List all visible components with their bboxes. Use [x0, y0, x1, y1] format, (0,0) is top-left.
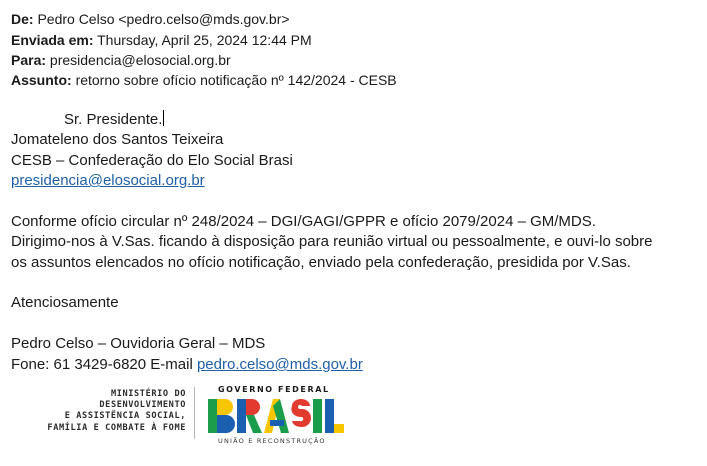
greeting[interactable] — [64, 110, 164, 130]
subject-line — [11, 70, 397, 90]
brasil-letter-b — [208, 399, 235, 433]
gov-federal-text: GOVERNO FEDERAL — [218, 385, 330, 394]
ministry-line-2: DESENVOLVIMENTO — [99, 400, 186, 411]
signature-email-link[interactable]: pedro.celso@mds.gov.br — [196, 356, 363, 373]
paragraph-line-3: os assuntos elencados no ofício notificação, enviado pela confederação, presidida por V.Sas. — [11, 254, 631, 271]
signature-contact — [11, 355, 363, 375]
signature-name: Pedro Celso – Ouvidoria Geral – MDS — [11, 335, 266, 352]
paragraph-line-2: Dirigimo-nos à V.Sas. ficando à disposição para reunião virtual ou pessoalmente, e ouvi-lo sobre — [11, 233, 653, 250]
brasil-logo — [206, 396, 346, 436]
brasil-letter-i — [313, 399, 322, 433]
sent-label: Enviada em: — [11, 32, 94, 48]
ministry-logo-text — [14, 389, 186, 434]
closing: Atenciosamente — [11, 294, 119, 311]
to-line — [11, 50, 231, 70]
from-value: Pedro Celso <pedro.celso@mds.gov.br> — [37, 11, 290, 27]
sent-line — [11, 30, 312, 50]
uniao-reconstrucao-text: UNIÃO E RECONSTRUÇÃO — [218, 437, 326, 445]
recipient-name: Jomateleno dos Santos Teixeira — [11, 131, 224, 148]
to-label: Para: — [11, 52, 47, 68]
brasil-letter-a — [264, 399, 289, 433]
ministry-line-1: MINISTÉRIO DO — [110, 389, 186, 399]
from-line — [11, 9, 290, 29]
greeting-text: Sr. Presidente. — [64, 111, 163, 128]
recipient-email-link[interactable]: presidencia@elosocial.org.br — [11, 172, 205, 189]
to-value: presidencia@elosocial.org.br — [49, 52, 231, 68]
ministry-line-4: FAMÍLIA E COMBATE À FOME — [47, 422, 186, 433]
ministry-line-3: E ASSISTÊNCIA SOCIAL, — [64, 411, 186, 422]
brasil-letter-r — [237, 399, 262, 433]
recipient-org: CESB – Confederação do Elo Social Brasi — [11, 152, 293, 169]
text-cursor — [163, 110, 164, 126]
subject-value: retorno sobre ofício notificação nº 142/2024 - CESB — [75, 72, 397, 88]
subject-label: Assunto: — [11, 72, 72, 88]
from-label: De: — [11, 11, 34, 27]
sent-value: Thursday, April 25, 2024 12:44 PM — [97, 32, 312, 48]
paragraph-line-1: Conforme ofício circular nº 248/2024 – DGI/GAGI/GPPR e ofício 2079/2024 – GM/MDS. — [11, 213, 596, 230]
brasil-letter-l — [325, 399, 344, 433]
logo-divider — [194, 387, 195, 439]
signature-phone: Fone: 61 3429-6820 E-mail — [11, 356, 197, 373]
brasil-letter-s — [291, 399, 311, 427]
